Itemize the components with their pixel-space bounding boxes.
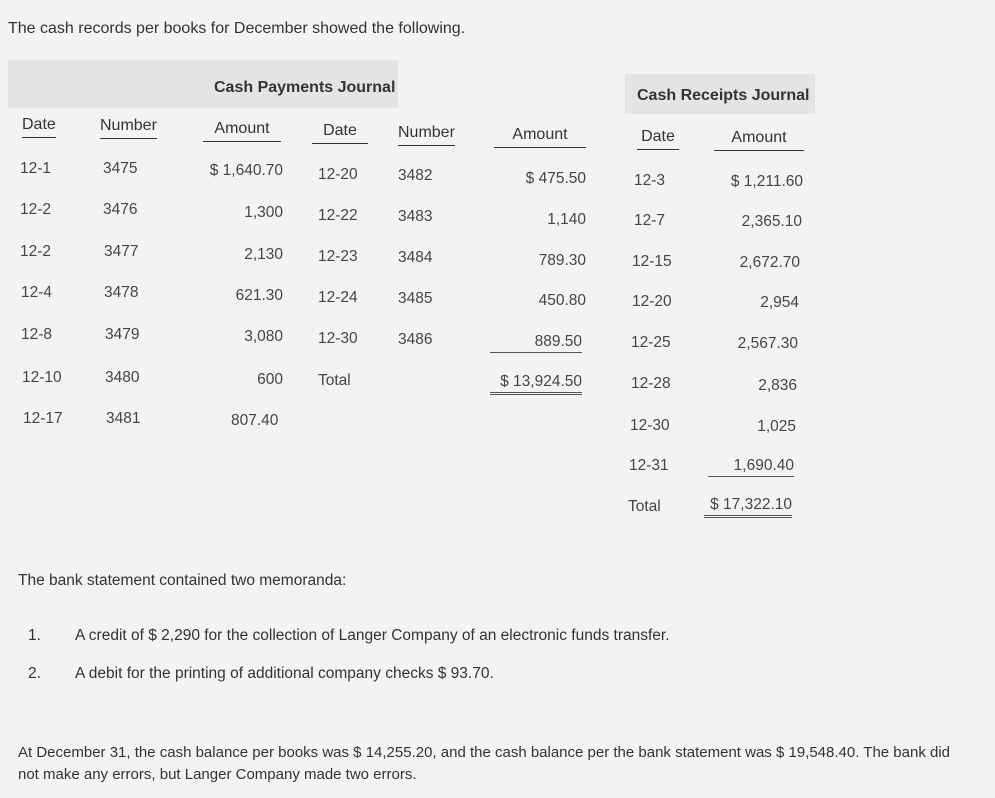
table-cell-amount: 450.80 xyxy=(538,292,586,309)
table-cell-date: 12-30 xyxy=(630,417,670,434)
payments-date-header-2: Date xyxy=(312,122,368,144)
payments-number-header: Number xyxy=(100,117,157,139)
payments-total-amount: $ 13,924.50 xyxy=(490,373,582,395)
payments-date-header: Date xyxy=(22,116,56,138)
memo-text: A debit for the printing of additional company checks $ 93.70. xyxy=(75,665,494,682)
receipts-date-header: Date xyxy=(637,128,679,150)
table-cell-date: 12-20 xyxy=(318,166,358,183)
table-cell-date: 12-8 xyxy=(21,326,53,343)
table-cell-amount: 889.50 xyxy=(490,333,582,353)
table-cell-date: 12-24 xyxy=(318,289,358,306)
payments-number-header-2: Number xyxy=(398,124,455,146)
table-cell-number: 3486 xyxy=(398,331,433,348)
table-cell-amount: 1,690.40 xyxy=(708,457,794,477)
payments-amount-header: Amount xyxy=(203,120,281,142)
memo-number: 1. xyxy=(28,627,41,644)
closing-paragraph: At December 31, the cash balance per books was $ 14,255.20, and the cash balance per the bank statement was $ 19,548.40. The bank did not make any errors, but Langer Company made two errors. xyxy=(18,744,951,783)
table-cell-amount: 600 xyxy=(257,371,283,388)
table-cell-date: 12-31 xyxy=(629,457,669,474)
table-cell-date: 12-25 xyxy=(631,334,671,351)
table-cell-number: 3482 xyxy=(398,167,433,184)
table-cell-amount: 2,365.10 xyxy=(741,213,802,230)
memo-number: 2. xyxy=(28,665,41,682)
table-cell-date: 12-2 xyxy=(20,243,52,260)
intro-text: The cash records per books for December showed the following. xyxy=(8,20,466,37)
table-cell-amount: 2,130 xyxy=(244,246,283,263)
receipts-amount-header: Amount xyxy=(714,129,804,151)
cash-receipts-journal-title: Cash Receipts Journal xyxy=(637,87,810,104)
table-cell-amount: $ 475.50 xyxy=(525,170,586,187)
table-cell-date: 12-17 xyxy=(23,410,63,427)
table-cell-amount: 2,567.30 xyxy=(737,335,798,352)
table-cell-number: 3475 xyxy=(103,160,138,177)
table-cell-amount: 807.40 xyxy=(231,412,279,429)
table-cell-number: 3478 xyxy=(104,284,139,301)
table-cell-date: 12-3 xyxy=(634,172,666,189)
table-cell-amount: 3,080 xyxy=(244,328,283,345)
table-cell-number: 3480 xyxy=(105,369,140,386)
table-cell-number: 3483 xyxy=(398,208,433,225)
receipts-total-amount: $ 17,322.10 xyxy=(704,496,792,518)
table-cell-date: 12-4 xyxy=(21,284,53,301)
table-cell-date: 12-1 xyxy=(20,160,52,177)
table-cell-date: 12-10 xyxy=(22,369,62,386)
table-cell-amount: $ 1,211.60 xyxy=(730,173,803,190)
table-cell-amount: 2,672.70 xyxy=(739,254,800,271)
table-cell-date: 12-7 xyxy=(634,212,666,229)
table-cell-date: 12-30 xyxy=(318,330,358,347)
table-cell-amount: 789.30 xyxy=(538,252,586,269)
table-cell-amount: $ 1,640.70 xyxy=(209,162,283,179)
table-cell-date: 12-2 xyxy=(20,201,52,218)
table-cell-number: 3484 xyxy=(398,249,433,266)
payments-amount-header-2: Amount xyxy=(494,126,586,148)
table-cell-amount: 1,025 xyxy=(757,418,796,435)
table-cell-number: 3476 xyxy=(103,201,138,218)
table-cell-amount: 621.30 xyxy=(235,287,283,304)
table-cell-number: 3485 xyxy=(398,290,433,307)
table-cell-amount: 1,300 xyxy=(244,204,283,221)
table-cell-number: 3477 xyxy=(104,243,139,260)
table-cell-number: 3481 xyxy=(106,410,141,427)
table-cell-amount: 2,954 xyxy=(760,294,799,311)
table-cell-date: 12-20 xyxy=(632,293,672,310)
memo-intro: The bank statement contained two memoranda: xyxy=(18,572,347,589)
table-cell-amount: 1,140 xyxy=(547,211,586,228)
table-cell-date: 12-15 xyxy=(632,253,672,270)
table-cell-amount: 2,836 xyxy=(758,377,797,394)
receipts-total-label: Total xyxy=(628,498,661,515)
cash-payments-journal-title: Cash Payments Journal xyxy=(214,79,396,96)
table-cell-number: 3479 xyxy=(105,326,140,343)
payments-total-label: Total xyxy=(318,372,351,389)
table-cell-date: 12-28 xyxy=(631,375,671,392)
table-cell-date: 12-23 xyxy=(318,248,358,265)
memo-text: A credit of $ 2,290 for the collection of Langer Company of an electronic funds transfer. xyxy=(75,627,670,644)
table-cell-date: 12-22 xyxy=(318,207,358,224)
